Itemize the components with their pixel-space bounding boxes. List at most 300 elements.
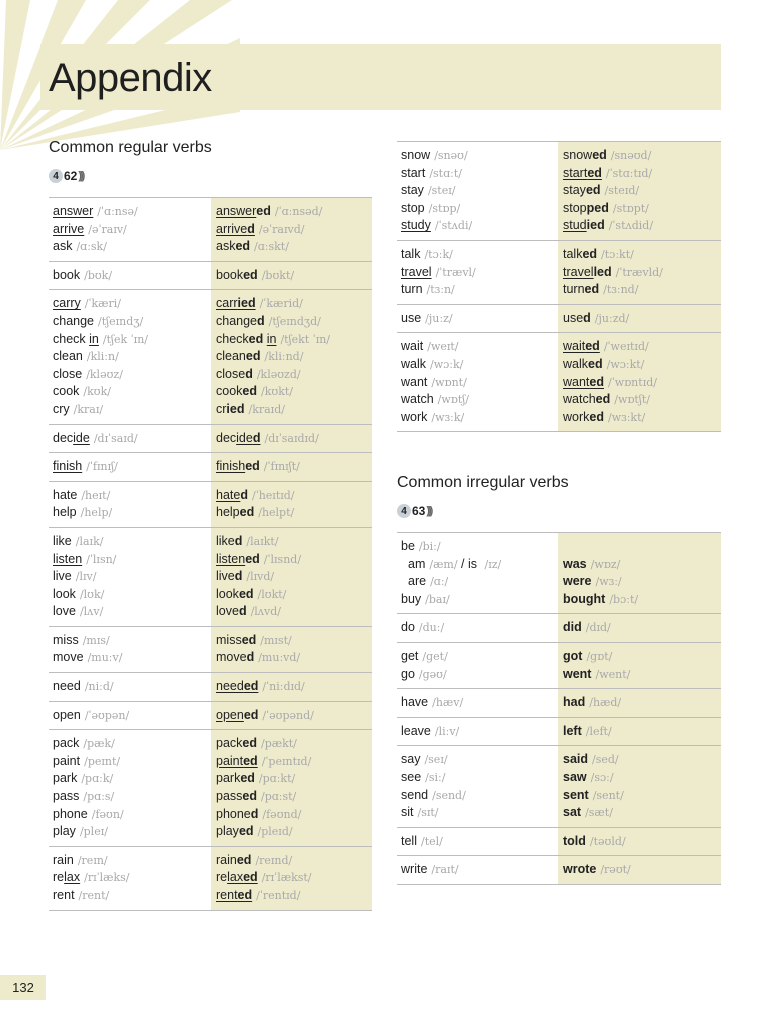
past-verb bbox=[563, 591, 721, 609]
past-word: d bbox=[234, 569, 243, 584]
past-verb bbox=[563, 666, 721, 684]
past-verb bbox=[216, 221, 372, 239]
past-word: pass bbox=[216, 789, 243, 804]
base-verb bbox=[53, 568, 211, 586]
base-phonetic: /tɜːn/ bbox=[426, 283, 455, 297]
base-verb bbox=[53, 603, 211, 621]
verb-word: turn bbox=[401, 282, 423, 297]
past-verb bbox=[216, 313, 372, 331]
past-verb bbox=[216, 586, 372, 604]
base-form-cell bbox=[397, 304, 558, 333]
base-verb bbox=[401, 538, 558, 556]
past-word: open bbox=[216, 707, 244, 722]
base-verb bbox=[401, 591, 558, 609]
verb-word: rain bbox=[53, 852, 74, 867]
past-word: phone bbox=[216, 806, 251, 821]
verb-word: be bbox=[401, 539, 415, 553]
past-word: ed bbox=[243, 870, 258, 885]
past-verb bbox=[216, 632, 372, 650]
page-title: Appendix bbox=[49, 56, 212, 100]
base-phonetic: /ˈkæri/ bbox=[84, 297, 121, 311]
verb-word: pass bbox=[53, 789, 80, 804]
past-verb bbox=[563, 281, 721, 299]
verb-word: / is bbox=[457, 556, 481, 571]
base-verb bbox=[53, 458, 211, 476]
verb-word: travel bbox=[401, 264, 432, 279]
past-form-cell bbox=[211, 673, 372, 702]
base-phonetic: /pɑːs/ bbox=[83, 790, 115, 804]
base-phonetic: /help/ bbox=[80, 506, 113, 520]
past-verb bbox=[216, 707, 372, 725]
past-phonetic: /sæt/ bbox=[585, 806, 613, 820]
base-phonetic: /biː/ bbox=[418, 540, 441, 553]
base-verb bbox=[401, 694, 558, 712]
past-word: ed bbox=[256, 204, 271, 218]
base-phonetic: /lʌv/ bbox=[79, 605, 104, 619]
past-phonetic: /dɪd/ bbox=[585, 621, 611, 635]
base-verb bbox=[401, 338, 558, 356]
past-form-cell bbox=[558, 689, 721, 718]
past-word: ed bbox=[587, 165, 602, 180]
past-phonetic: /pækt/ bbox=[261, 737, 297, 751]
past-word: want bbox=[563, 374, 590, 389]
base-form-cell bbox=[49, 730, 211, 847]
past-phonetic: /helpt/ bbox=[258, 506, 295, 520]
past-word: arrive bbox=[216, 221, 248, 236]
past-verb bbox=[563, 556, 721, 574]
base-verb bbox=[401, 619, 558, 637]
base-verb bbox=[53, 753, 211, 771]
base-verb bbox=[53, 295, 211, 313]
base-phonetic: /kliːn/ bbox=[86, 350, 119, 364]
past-phonetic: /rəʊt/ bbox=[600, 863, 631, 877]
base-phonetic: /reɪn/ bbox=[77, 853, 108, 867]
audio-track-number: 62 bbox=[64, 169, 78, 183]
base-verb bbox=[401, 573, 558, 591]
verb-word: cry bbox=[53, 401, 70, 416]
past-phonetic: /kʊkt/ bbox=[261, 385, 293, 399]
past-word: snow bbox=[563, 148, 593, 162]
past-word: ed bbox=[236, 852, 252, 867]
past-verb bbox=[216, 401, 372, 419]
verb-word: got bbox=[563, 648, 583, 663]
verb-word: leave bbox=[401, 723, 431, 738]
past-word: ed bbox=[582, 246, 598, 261]
verb-group-row bbox=[397, 333, 721, 432]
base-verb bbox=[53, 348, 211, 366]
past-word: turn bbox=[563, 282, 585, 297]
verb-word: play bbox=[53, 824, 76, 839]
verb-group-row bbox=[397, 689, 721, 718]
verb-group-row bbox=[49, 673, 372, 702]
base-verb bbox=[53, 533, 211, 551]
verb-word: carry bbox=[53, 296, 81, 311]
past-word: finish bbox=[216, 459, 246, 474]
past-word: travel bbox=[563, 264, 594, 279]
verb-word: look bbox=[53, 586, 76, 601]
past-verb bbox=[563, 310, 721, 328]
verb-word: need bbox=[53, 679, 81, 694]
verb-word: get bbox=[401, 648, 419, 663]
verb-word: use bbox=[401, 310, 422, 325]
past-word: watch bbox=[563, 392, 596, 407]
past-phonetic: /wɒz/ bbox=[590, 557, 621, 571]
past-phonetic: /wɜː/ bbox=[595, 575, 622, 589]
past-form-cell bbox=[558, 642, 721, 688]
base-phonetic: /get/ bbox=[422, 649, 448, 663]
base-phonetic: /snəʊ/ bbox=[434, 149, 468, 162]
base-phonetic: /tɔːk/ bbox=[424, 247, 453, 261]
base-verb bbox=[401, 356, 558, 374]
irregular-verbs-table bbox=[397, 532, 721, 885]
past-verb bbox=[563, 723, 721, 741]
base-verb bbox=[53, 735, 211, 753]
verb-word: pack bbox=[53, 736, 80, 751]
past-word: ed bbox=[242, 736, 257, 751]
past-word: change bbox=[216, 313, 258, 328]
base-verb bbox=[401, 769, 558, 787]
past-phonetic: /went/ bbox=[595, 667, 631, 681]
past-word: miss bbox=[216, 632, 242, 647]
audio-track-63[interactable] bbox=[397, 504, 431, 518]
verb-group-row bbox=[397, 304, 721, 333]
base-phonetic: /ˈɑːnsə/ bbox=[97, 205, 138, 218]
past-verb bbox=[216, 383, 372, 401]
base-verb bbox=[53, 430, 211, 448]
past-word: ed bbox=[243, 679, 259, 694]
base-phonetic: /raɪt/ bbox=[431, 863, 459, 877]
base-form-cell bbox=[397, 142, 558, 241]
past-word: pack bbox=[216, 736, 243, 751]
sound-waves-icon: ))) bbox=[426, 505, 432, 517]
past-word: close bbox=[216, 366, 246, 381]
past-verb bbox=[216, 487, 372, 505]
past-verb bbox=[216, 869, 372, 887]
past-verb bbox=[216, 823, 372, 841]
base-form-cell bbox=[49, 481, 211, 527]
past-verb bbox=[216, 887, 372, 905]
past-verb bbox=[216, 533, 372, 551]
past-verb bbox=[216, 753, 372, 771]
past-word: ed bbox=[588, 356, 603, 371]
page-number: 132 bbox=[0, 975, 46, 1000]
past-word: answer bbox=[216, 204, 257, 218]
past-phonetic: /tʃekt ˈɪn/ bbox=[280, 332, 331, 346]
past-phonetic: /ˈtrævld/ bbox=[615, 265, 663, 279]
past-word: help bbox=[216, 505, 240, 520]
past-word: park bbox=[216, 771, 241, 786]
past-verb bbox=[216, 203, 372, 221]
past-form-cell bbox=[558, 856, 721, 885]
base-verb bbox=[53, 632, 211, 650]
past-phonetic: /wɒtʃt/ bbox=[614, 393, 650, 407]
past-word: clean bbox=[216, 349, 246, 364]
past-word: move bbox=[216, 650, 247, 665]
base-phonetic: /kləʊz/ bbox=[86, 367, 123, 381]
past-word: cook bbox=[216, 384, 243, 399]
verb-word: dec bbox=[53, 430, 74, 445]
base-verb bbox=[53, 203, 211, 221]
base-phonetic: /mɪs/ bbox=[82, 633, 110, 647]
base-form-cell bbox=[49, 261, 211, 290]
base-verb bbox=[401, 281, 558, 299]
past-form-cell bbox=[211, 481, 372, 527]
base-phonetic: /wɔːk/ bbox=[430, 357, 464, 371]
past-word: cr bbox=[216, 401, 227, 416]
past-word: ied bbox=[237, 296, 256, 311]
base-verb bbox=[53, 707, 211, 725]
past-form-cell bbox=[211, 527, 372, 626]
base-form-cell bbox=[397, 717, 558, 746]
past-word: ed bbox=[238, 824, 254, 839]
past-phonetic: /əˈraɪvd/ bbox=[258, 222, 305, 236]
past-word: rent bbox=[216, 888, 238, 902]
base-phonetic: /lʊk/ bbox=[79, 587, 105, 601]
base-phonetic: /ɑː/ bbox=[430, 575, 449, 589]
verb-word: live bbox=[53, 569, 72, 584]
past-phonetic: /ˈheɪtɪd/ bbox=[251, 488, 295, 502]
past-word: lax bbox=[227, 870, 244, 885]
verb-word: am bbox=[408, 556, 426, 571]
base-verb bbox=[401, 804, 558, 822]
verb-group-row bbox=[49, 481, 372, 527]
past-word: led bbox=[593, 264, 612, 279]
cd-track-icon: 4 bbox=[397, 504, 411, 518]
past-word: d bbox=[257, 313, 265, 328]
past-word: look bbox=[216, 586, 239, 601]
past-word: ed bbox=[245, 349, 261, 364]
verb-group-row bbox=[397, 746, 721, 827]
base-phonetic: /tʃek ˈɪn/ bbox=[102, 332, 148, 346]
past-form-cell bbox=[558, 304, 721, 333]
base-form-cell bbox=[49, 424, 211, 453]
verb-word: walk bbox=[401, 356, 427, 371]
past-form-cell bbox=[558, 533, 721, 614]
past-word: ed bbox=[243, 753, 258, 768]
verb-word: send bbox=[401, 787, 429, 802]
base-verb bbox=[53, 401, 211, 419]
verb-word: watch bbox=[401, 392, 434, 407]
base-phonetic: /stɒp/ bbox=[428, 201, 461, 215]
verb-word bbox=[563, 539, 566, 553]
base-phonetic: /hæv/ bbox=[432, 696, 464, 710]
verb-word: book bbox=[53, 267, 81, 282]
base-form-cell bbox=[49, 846, 211, 910]
base-verb bbox=[53, 221, 211, 239]
base-phonetic: /baɪ/ bbox=[425, 592, 450, 606]
verb-word: hate bbox=[53, 487, 78, 502]
past-phonetic: /hæd/ bbox=[589, 696, 622, 710]
base-phonetic: /peɪnt/ bbox=[84, 754, 121, 768]
verb-word: love bbox=[53, 604, 76, 619]
base-phonetic: /kʊk/ bbox=[83, 385, 111, 399]
past-verb bbox=[216, 267, 372, 285]
past-phonetic: /juːzd/ bbox=[594, 311, 630, 325]
past-verb bbox=[563, 573, 721, 591]
audio-track-62[interactable] bbox=[49, 169, 83, 183]
verb-word: stay bbox=[401, 183, 424, 198]
base-verb bbox=[401, 648, 558, 666]
past-form-cell bbox=[211, 701, 372, 730]
verb-group-row bbox=[49, 424, 372, 453]
past-phonetic: /tʃeɪndʒd/ bbox=[268, 314, 321, 328]
base-phonetic: /heɪt/ bbox=[81, 488, 111, 502]
base-verb bbox=[401, 182, 558, 200]
past-word: in bbox=[266, 331, 277, 346]
past-word: ed bbox=[237, 888, 253, 902]
verb-word: are bbox=[408, 574, 427, 589]
past-phonetic: /ˈkærid/ bbox=[259, 297, 303, 311]
base-phonetic: /pleɪ/ bbox=[79, 825, 108, 839]
past-word: wait bbox=[563, 339, 586, 354]
past-phonetic: /reɪnd/ bbox=[255, 853, 293, 867]
past-verb bbox=[563, 648, 721, 666]
past-form-cell bbox=[558, 614, 721, 643]
verb-word: like bbox=[53, 533, 72, 548]
verb-group-row bbox=[397, 533, 721, 614]
verb-word: paint bbox=[53, 753, 81, 768]
past-word: check bbox=[216, 331, 249, 346]
base-verb bbox=[53, 313, 211, 331]
past-verb bbox=[563, 787, 721, 805]
past-verb bbox=[216, 551, 372, 569]
base-phonetic: /juːz/ bbox=[425, 311, 453, 325]
past-word: play bbox=[216, 824, 239, 839]
verb-word: sent bbox=[563, 787, 589, 802]
past-verb bbox=[563, 200, 721, 218]
past-word: need bbox=[216, 679, 244, 694]
verb-group-row bbox=[397, 614, 721, 643]
base-phonetic: /rɪˈlæks/ bbox=[84, 871, 130, 885]
base-form-cell bbox=[397, 689, 558, 718]
past-word: ed bbox=[245, 551, 260, 566]
past-form-cell bbox=[558, 746, 721, 827]
base-phonetic: /ˈtrævl/ bbox=[435, 265, 476, 279]
past-word: dec bbox=[216, 430, 237, 445]
verb-group-row bbox=[49, 846, 372, 910]
base-phonetic: /ˈfɪnɪʃ/ bbox=[86, 460, 118, 474]
base-verb bbox=[53, 678, 211, 696]
past-word: d bbox=[250, 806, 259, 821]
past-word: d bbox=[246, 650, 255, 665]
verb-word: wrote bbox=[563, 862, 597, 877]
past-phonetic: /ˈstɑːtɪd/ bbox=[605, 166, 653, 180]
base-form-cell bbox=[397, 856, 558, 885]
past-phonetic: /ˈɑːnsəd/ bbox=[274, 205, 323, 218]
past-word: ed bbox=[243, 267, 258, 282]
past-verb bbox=[563, 165, 721, 183]
past-word: carr bbox=[216, 296, 238, 311]
past-word: ed bbox=[592, 148, 607, 162]
past-word: use bbox=[563, 310, 584, 325]
past-verb bbox=[563, 246, 721, 264]
past-verb bbox=[216, 238, 372, 256]
base-form-cell bbox=[49, 527, 211, 626]
past-word: work bbox=[563, 409, 590, 424]
audio-track-number: 63 bbox=[412, 504, 426, 518]
base-verb bbox=[53, 788, 211, 806]
past-verb bbox=[216, 458, 372, 476]
verb-word: close bbox=[53, 366, 83, 381]
past-verb bbox=[216, 788, 372, 806]
base-form-cell bbox=[397, 533, 558, 614]
base-phonetic: /muːv/ bbox=[87, 651, 123, 665]
past-form-cell bbox=[558, 142, 721, 241]
verb-word: in bbox=[89, 331, 99, 346]
base-phonetic: /ˈlɪsn/ bbox=[86, 552, 117, 566]
verb-word: do bbox=[401, 620, 415, 635]
cd-track-icon: 4 bbox=[49, 169, 63, 183]
past-verb bbox=[563, 147, 721, 165]
past-verb bbox=[563, 217, 721, 235]
past-form-cell bbox=[558, 827, 721, 856]
verb-word: work bbox=[401, 409, 428, 424]
verb-word: help bbox=[53, 505, 77, 520]
verb-word: finish bbox=[53, 459, 83, 474]
verb-group-row bbox=[49, 730, 372, 847]
past-word: paint bbox=[216, 753, 244, 768]
past-word: ed bbox=[240, 771, 255, 786]
base-phonetic: /lɪv/ bbox=[75, 570, 97, 584]
past-word: ed bbox=[585, 183, 601, 198]
verb-word: sit bbox=[401, 805, 414, 820]
verb-word: were bbox=[563, 574, 592, 589]
base-verb bbox=[53, 551, 211, 569]
past-word: listen bbox=[216, 551, 246, 566]
past-word: d bbox=[240, 487, 248, 502]
past-phonetic: /kraɪd/ bbox=[248, 402, 285, 416]
past-verb bbox=[563, 409, 721, 427]
past-verb bbox=[563, 804, 721, 822]
past-verb bbox=[216, 331, 372, 349]
past-form-cell bbox=[558, 717, 721, 746]
past-word: rain bbox=[216, 852, 237, 867]
base-form-cell bbox=[397, 746, 558, 827]
past-verb bbox=[216, 806, 372, 824]
verb-word: clean bbox=[53, 349, 83, 364]
verb-word: said bbox=[563, 752, 589, 767]
verb-group-row bbox=[397, 717, 721, 746]
base-verb bbox=[53, 383, 211, 401]
verb-word: open bbox=[53, 707, 81, 722]
past-phonetic: /təʊld/ bbox=[589, 834, 626, 848]
verb-word: write bbox=[401, 862, 428, 877]
verb-word: phone bbox=[53, 806, 88, 821]
verb-word: have bbox=[401, 695, 429, 710]
verb-word: did bbox=[563, 620, 582, 635]
base-phonetic: /fəʊn/ bbox=[91, 807, 124, 821]
past-phonetic: /ˈfɪnɪʃt/ bbox=[263, 460, 300, 474]
base-verb bbox=[401, 165, 558, 183]
past-word: d bbox=[234, 533, 243, 548]
past-word: hate bbox=[216, 487, 241, 502]
past-word: ied bbox=[586, 218, 605, 233]
base-phonetic: /siː/ bbox=[425, 770, 446, 784]
past-verb bbox=[216, 430, 372, 448]
verb-word: talk bbox=[401, 246, 421, 261]
base-phonetic: /ɑːsk/ bbox=[76, 240, 107, 254]
base-phonetic: /steɪ/ bbox=[427, 184, 456, 198]
base-verb bbox=[401, 391, 558, 409]
verb-word: buy bbox=[401, 591, 422, 606]
past-form-cell bbox=[211, 261, 372, 290]
past-word: d bbox=[583, 310, 591, 325]
past-verb bbox=[216, 770, 372, 788]
base-verb bbox=[401, 833, 558, 851]
past-phonetic: /sɔː/ bbox=[590, 770, 614, 784]
past-word: talk bbox=[563, 246, 583, 261]
past-phonetic: /rɪˈlækst/ bbox=[261, 871, 312, 885]
